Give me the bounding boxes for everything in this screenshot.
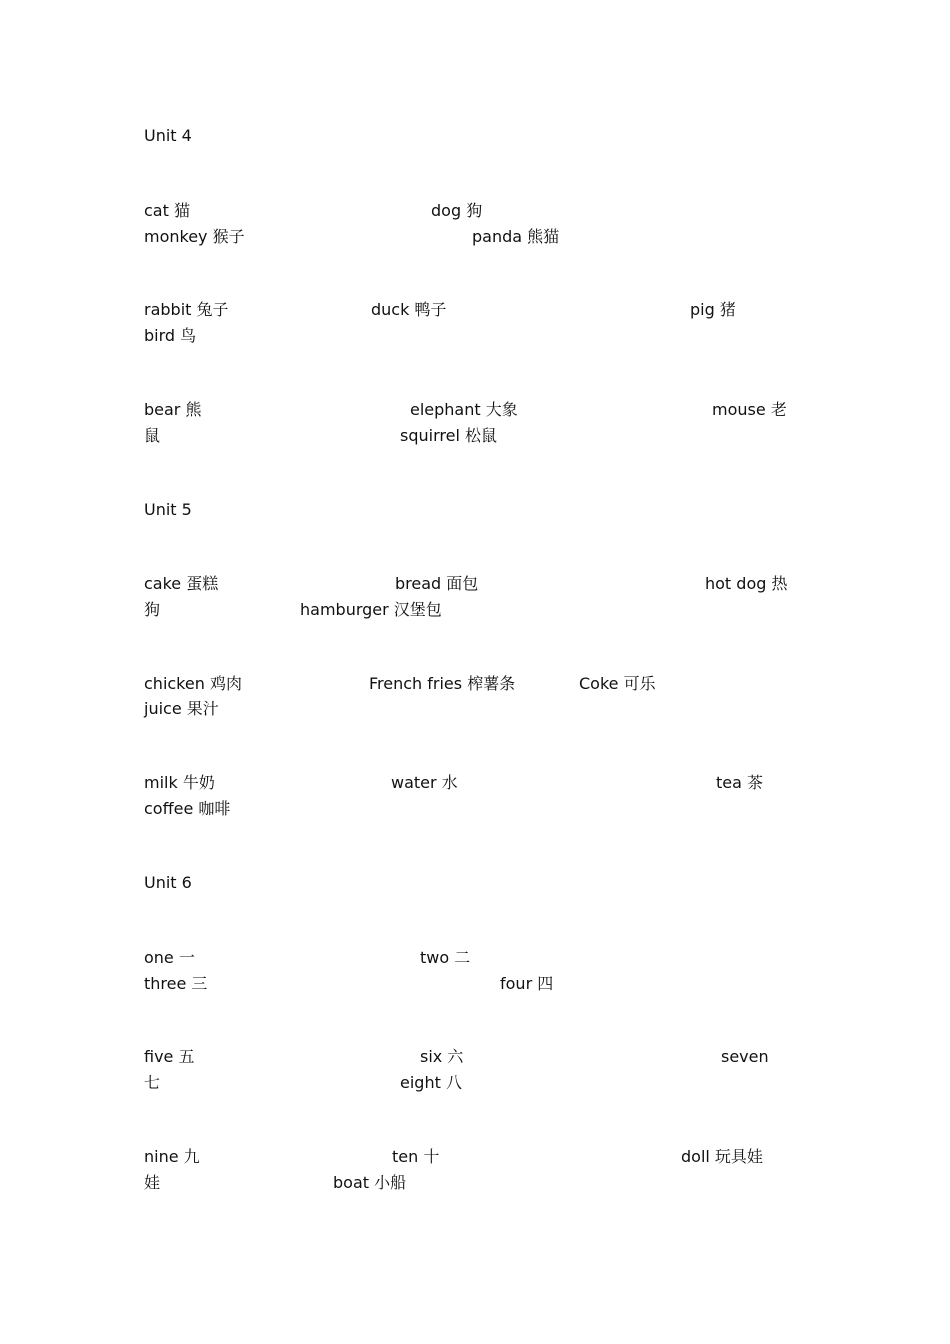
vocab-word: four 四 bbox=[500, 974, 554, 993]
vocab-word: seven bbox=[721, 1047, 769, 1066]
vocab-word: 鼠 bbox=[144, 426, 161, 445]
vocab-line bbox=[144, 946, 471, 970]
vocab-line bbox=[144, 424, 497, 448]
vocab-word: eight 八 bbox=[400, 1073, 462, 1092]
vocab-line bbox=[144, 972, 554, 996]
vocab-word: bird 鸟 bbox=[144, 326, 197, 345]
vocab-word: rabbit 兔子 bbox=[144, 300, 229, 319]
vocab-word: elephant 大象 bbox=[410, 400, 518, 419]
vocab-word: milk 牛奶 bbox=[144, 773, 215, 792]
vocab-word: one 一 bbox=[144, 948, 195, 967]
vocab-line bbox=[144, 1171, 407, 1195]
vocab-line bbox=[144, 697, 219, 721]
vocab-line bbox=[144, 1145, 763, 1169]
vocab-word: hamburger 汉堡包 bbox=[300, 600, 442, 619]
vocab-line bbox=[144, 398, 787, 422]
vocab-word: cake 蛋糕 bbox=[144, 574, 219, 593]
vocab-word: three 三 bbox=[144, 974, 208, 993]
vocab-line bbox=[144, 572, 788, 596]
vocab-word: 七 bbox=[144, 1073, 161, 1092]
vocab-word: 娃 bbox=[144, 1173, 161, 1192]
vocab-line bbox=[144, 225, 560, 249]
vocab-word: squirrel 松鼠 bbox=[400, 426, 497, 445]
unit-heading: Unit 5 bbox=[144, 500, 192, 519]
vocab-word: pig 猪 bbox=[690, 300, 736, 319]
vocab-word: five 五 bbox=[144, 1047, 195, 1066]
vocab-word: water 水 bbox=[391, 773, 458, 792]
vocab-line bbox=[144, 199, 483, 223]
vocab-line bbox=[144, 298, 736, 322]
vocab-line bbox=[144, 324, 197, 348]
vocab-line bbox=[144, 598, 442, 622]
vocab-word: 狗 bbox=[144, 600, 161, 619]
vocab-word: ten 十 bbox=[392, 1147, 440, 1166]
vocab-word: cat 猫 bbox=[144, 201, 190, 220]
vocab-word: tea 茶 bbox=[716, 773, 764, 792]
vocab-word: dog 狗 bbox=[431, 201, 483, 220]
vocab-word: bread 面包 bbox=[395, 574, 479, 593]
vocab-word: nine 九 bbox=[144, 1147, 200, 1166]
vocab-word: hot dog 热 bbox=[705, 574, 788, 593]
vocab-word: chicken 鸡肉 bbox=[144, 674, 242, 693]
vocab-word: coffee 咖啡 bbox=[144, 799, 231, 818]
vocab-word: duck 鸭子 bbox=[371, 300, 447, 319]
vocab-line bbox=[144, 797, 231, 821]
vocab-word: panda 熊猫 bbox=[472, 227, 560, 246]
vocab-line bbox=[144, 672, 656, 696]
vocab-line bbox=[144, 771, 764, 795]
vocab-word: six 六 bbox=[420, 1047, 464, 1066]
vocab-word: mouse 老 bbox=[712, 400, 787, 419]
vocab-word: two 二 bbox=[420, 948, 471, 967]
vocab-line bbox=[144, 1071, 462, 1095]
vocab-word: juice 果汁 bbox=[144, 699, 219, 718]
vocab-word: monkey 猴子 bbox=[144, 227, 245, 246]
vocab-word: doll 玩具娃 bbox=[681, 1147, 763, 1166]
vocab-word: French fries 榨薯条 bbox=[369, 674, 516, 693]
vocab-line bbox=[144, 1045, 769, 1069]
vocab-word: bear 熊 bbox=[144, 400, 202, 419]
unit-heading: Unit 4 bbox=[144, 126, 192, 145]
vocab-word: Coke 可乐 bbox=[579, 674, 656, 693]
unit-heading: Unit 6 bbox=[144, 873, 192, 892]
vocab-word: boat 小船 bbox=[333, 1173, 407, 1192]
